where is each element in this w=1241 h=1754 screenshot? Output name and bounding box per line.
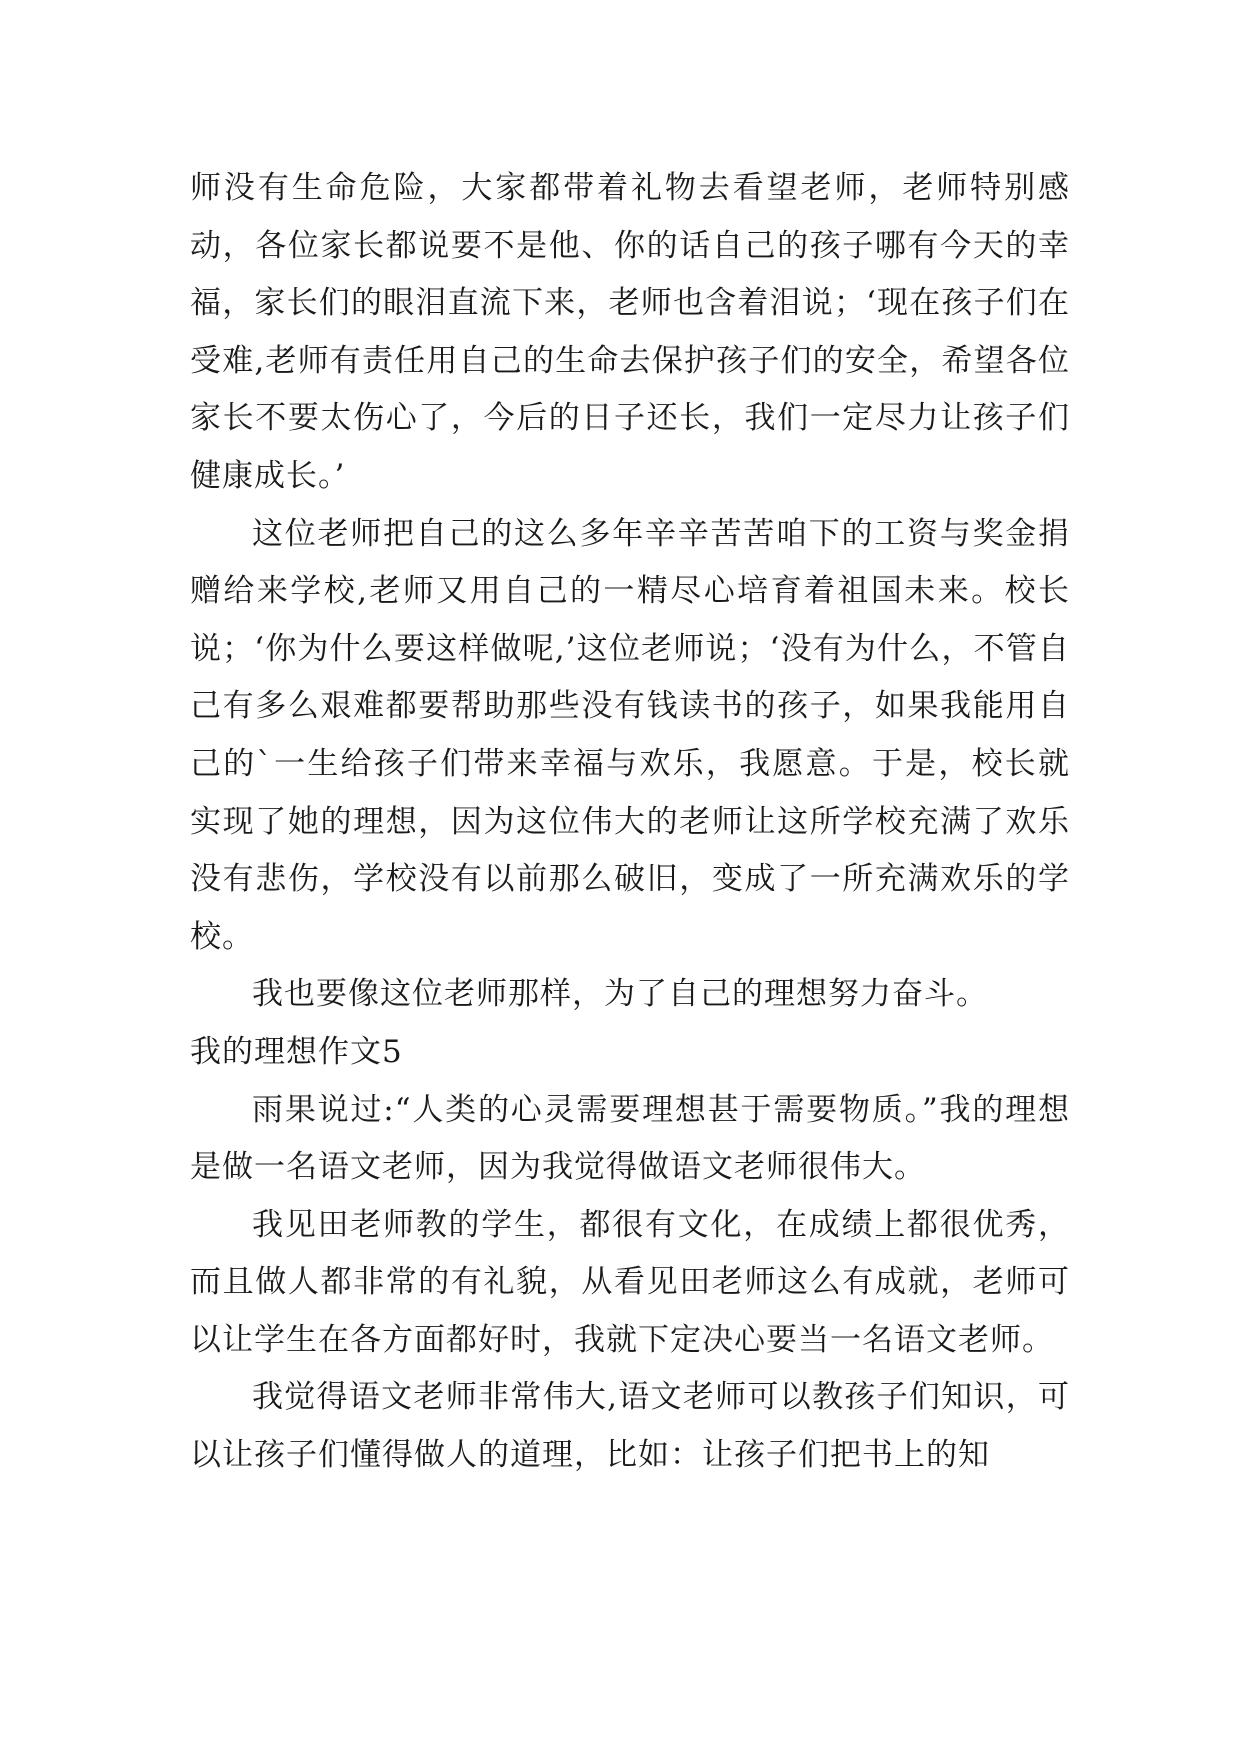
- paragraph-1: 师没有生命危险，大家都带着礼物去看望老师，老师特别感动，各位家长都说要不是他、你的话自己的孩子哪有今天的幸福，家长们的眼泪直流下来，老师也含着泪说；‘现在孩子们在受难,老师有责任用自己的生命去保护孩子们的安全，希望各位家长不要太伤心了，今后的日子还长，我们一定尽力让孩子们健康成长。’: [190, 170, 1070, 494]
- section-heading: 我的理想作文5: [190, 1033, 403, 1070]
- paragraph-3: 我也要像这位老师那样，为了自己的理想努力奋斗。: [252, 976, 988, 1013]
- paragraph-5: 我见田老师教的学生，都很有文化，在成绩上都很优秀，而且做人都非常的有礼貌，从看见田老师这么有成就，老师可以让学生在各方面都好时，我就下定决心要当一名语文老师。: [190, 1206, 1070, 1358]
- paragraph-2: 这位老师把自己的这么多年辛辛苦苦咱下的工资与奖金捐赠给来学校,老师又用自己的一精尽心培育着祖国未来。校长说；‘你为什么要这样做呢,’这位老师说；‘没有为什么，不管自己有多么艰难都要帮助那些没有钱读书的孩子，如果我能用自己的`一生给孩子们带来幸福与欢乐，我愿意。于是，校长就实现了她的理想，因为这位伟大的老师让这所学校充满了欢乐没有悲伤，学校没有以前那么破旧，变成了一所充满欢乐的学校。: [190, 515, 1070, 955]
- paragraph-4: 雨果说过:“人类的心灵需要理想甚于需要物质。”我的理想是做一名语文老师，因为我觉得做语文老师很伟大。: [190, 1091, 1070, 1186]
- paragraph-6: 我觉得语文老师非常伟大,语文老师可以教孩子们知识，可以让孩子们懂得做人的道理，比如：让孩子们把书上的知: [190, 1379, 1070, 1474]
- document-body: [190, 160, 1070, 1485]
